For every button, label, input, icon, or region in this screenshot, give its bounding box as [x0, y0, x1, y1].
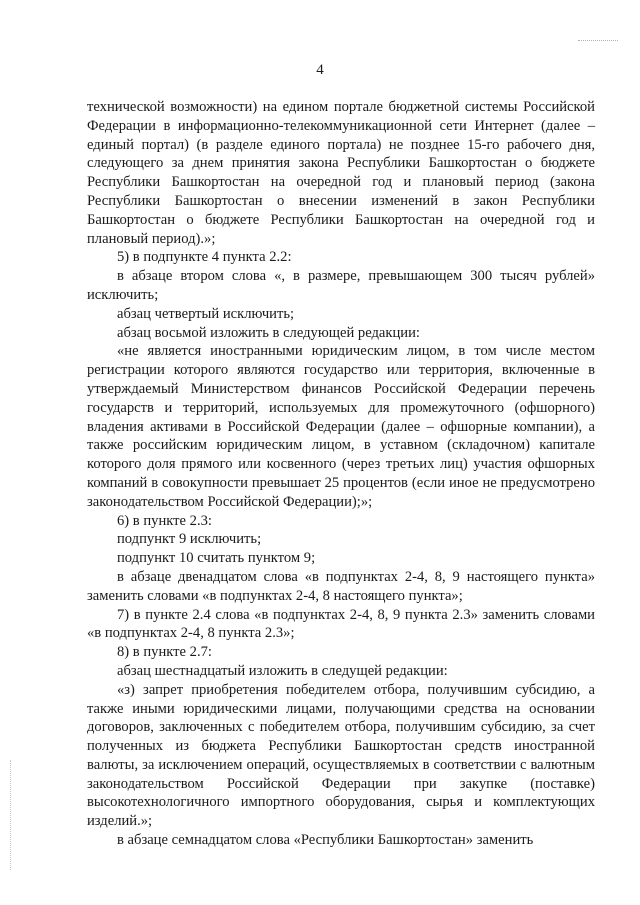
paragraph: подпункт 9 исключить;: [117, 531, 262, 548]
paragraph: в абзаце втором слова «, в размере, превышающем 300 тысяч рублей» исключить;: [87, 268, 595, 303]
paragraph: 8) в пункте 2.7:: [117, 644, 212, 661]
paragraph: в абзаце двенадцатом слова «в подпунктах 2-4, 8, 9 настоящего пункта» заменить словами «в подпунктах 2-4, 8 настоящего пункта»;: [87, 568, 595, 604]
document-body: [87, 98, 595, 850]
paragraph: 6) в пункте 2.3:: [117, 512, 212, 529]
paragraph: абзац четвертый исключить;: [117, 305, 295, 322]
paragraph: в абзаце семнадцатом слова «Республики Башкортостан» заменить: [117, 832, 534, 849]
paragraph: абзац восьмой изложить в следующей редакции:: [117, 324, 420, 341]
paragraph: «не является иностранными юридическим лицом, в том числе местом регистрации которого являются государство или территория, включенные в утверждаемый Министерством финансов Российской Федерации перечень государств и территорий, используемых для промежуточного (офшорного) владения активами в Российской Федерации (далее – офшорные компании), а также российским юридическим лицом, в уставном (складочном) капитале которого доля прямого или косвенного (через третьих лиц) участия офшорных компаний в совокупности превышает 25 процентов (если иное не предусмотрено законодательством Российской Федерации);»;: [87, 343, 595, 510]
paragraph: 5) в подпункте 4 пункта 2.2:: [117, 249, 292, 266]
paragraph: подпункт 10 считать пунктом 9;: [117, 550, 316, 567]
paragraph: абзац шестнадцатый изложить в следущей редакции:: [117, 662, 448, 679]
page-number: 4: [316, 62, 324, 78]
paragraph: технической возможности) на едином портале бюджетной системы Российской Федерации в информационно-телекоммуникационной сети Интернет (далее – единый портал) (в разделе единого портала) не позднее 15-го рабочего дня, следующего за днем принятия закона Республики Башкортостан о бюджете Республики Башкортостан на очередной год и плановый период (закона Республики Башкортостан о внесении изменений в закон Республики Башкортостан о бюджете Республики Башкортостан на очередной год и плановый период).»;: [87, 99, 595, 247]
scan-edge-mark: [10, 760, 14, 870]
corner-scan-mark: [578, 30, 618, 41]
paragraph: 7) в пункте 2.4 слова «в подпунктах 2-4, 8, 9 пункта 2.3» заменить словами «в подпунктах 2-4, 8 пункта 2.3»;: [87, 606, 595, 642]
paragraph: «з) запрет приобретения победителем отбора, получившим субсидию, а также иными юридическими лицами, получающими средства на основании договоров, заключенных с победителем отбора, получившим субсидию, за счет полученных из бюджета Республики Башкортостан средств иностранной валюты, за исключением операций, осуществляемых в соответствии с валютным законодательством Российской Федерации при закупке (поставке) высокотехнологичного импортного оборудования, сырья и комплектующих изделий.»;: [87, 681, 595, 830]
